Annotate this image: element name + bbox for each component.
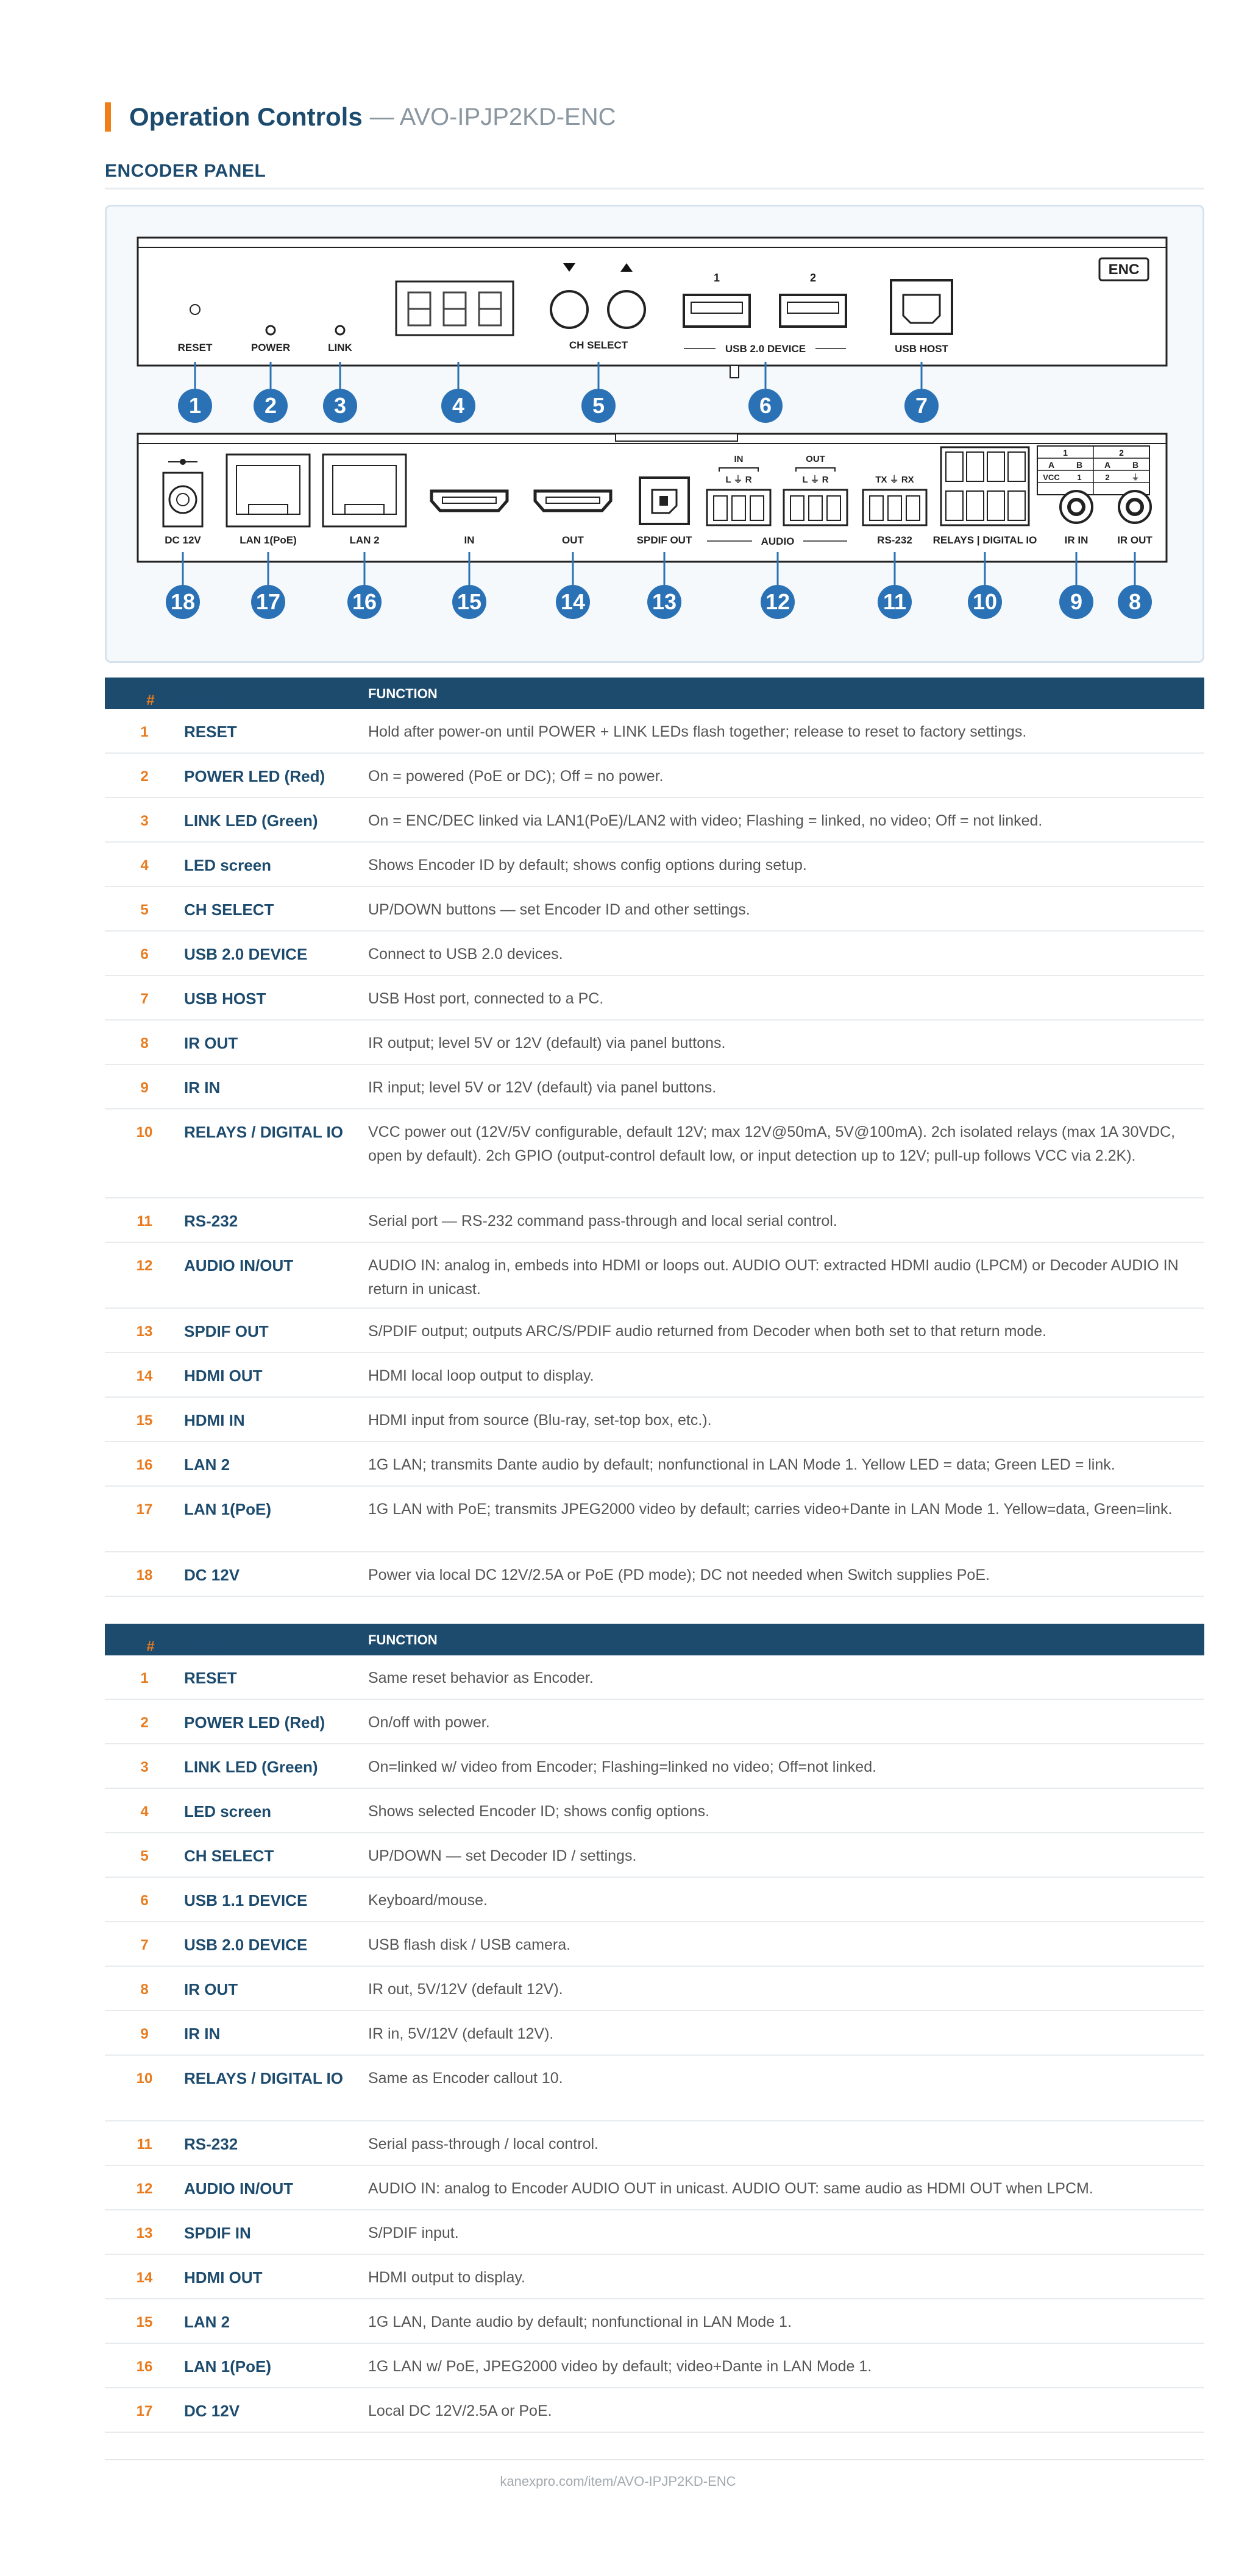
row-number: 16 (136, 2358, 153, 2375)
ir-label: IR IN (1064, 534, 1089, 546)
row-number: 8 (140, 1981, 149, 1998)
ch-down-button (551, 291, 588, 328)
table-header (105, 678, 1204, 709)
row-number: 5 (140, 1848, 149, 1864)
rs232-label: RS-232 (877, 534, 912, 546)
hdmi-port-tongue (546, 497, 600, 503)
usb-port-tongue (787, 302, 839, 313)
ch-up-button (608, 291, 645, 328)
callout-number: 7 (915, 393, 928, 418)
row-number: 7 (140, 1937, 149, 1953)
relay-pin (946, 452, 963, 481)
title-accent-bar (105, 102, 111, 132)
table-row (105, 932, 1204, 976)
spdif-lens (659, 496, 668, 506)
table-row (105, 2121, 1204, 2166)
reset-label: RESET (177, 342, 213, 353)
row-number: 9 (140, 1080, 149, 1096)
row-name: HDMI OUT (184, 2268, 263, 2287)
dc-polarity-dot (180, 459, 186, 465)
callout-number: 15 (456, 589, 482, 614)
row-name: HDMI OUT (184, 1367, 263, 1385)
rs232-pin-labels: TX ⏚ RX (875, 475, 914, 485)
row-name: LAN 1(PoE) (184, 2357, 271, 2376)
row-name: IR IN (184, 2025, 221, 2043)
callout-number: 6 (759, 393, 772, 418)
table-row (105, 1878, 1204, 1922)
row-name: USB 1.1 DEVICE (184, 1891, 308, 1909)
section-label: ENCODER PANEL (105, 161, 266, 181)
link-label: LINK (328, 342, 352, 353)
row-name: SPDIF IN (184, 2224, 251, 2242)
row-number: 11 (137, 1213, 152, 1230)
terminal-pin (732, 496, 745, 520)
row-function: Shows selected Encoder ID; shows config options. (368, 1803, 710, 1820)
row-function: IR input; level 5V or 12V (default) via panel buttons. (368, 1079, 717, 1096)
callout-number: 17 (255, 589, 281, 614)
table-row (105, 976, 1204, 1021)
table-row (105, 1065, 1204, 1109)
row-function: Local DC 12V/2.5A or PoE. (368, 2402, 552, 2419)
callout-number: 16 (352, 589, 377, 614)
power-label: POWER (250, 342, 291, 353)
relay-grid-cell: ⏚ (1131, 473, 1140, 482)
row-function: USB Host port, connected to a PC. (368, 990, 604, 1007)
row-function: S/PDIF output; outputs ARC/S/PDIF audio returned from Decoder when both set to that return mode. (368, 1323, 1047, 1340)
row-function: HDMI input from source (Blu-ray, set-top box, etc.). (368, 1412, 712, 1429)
callout-number: 10 (972, 589, 998, 614)
ch-select-label: CH SELECT (569, 339, 628, 351)
lan-label: LAN 1(PoE) (240, 534, 297, 546)
row-function: HDMI local loop output to display. (368, 1367, 594, 1384)
row-number: 3 (140, 1759, 149, 1775)
row-name: RS-232 (184, 1212, 238, 1230)
row-number: 4 (140, 857, 149, 874)
table-row (105, 2299, 1204, 2344)
row-number: 1 (140, 724, 149, 740)
table-row (105, 754, 1204, 798)
row-function: 1G LAN; transmits Dante audio by default; nonfunctional in LAN Mode 1. Yellow LED = data; Green LED = link. (368, 1456, 1115, 1473)
page-title (105, 102, 616, 132)
front-panel-body (138, 238, 1167, 366)
usb-port-number: 2 (809, 272, 817, 284)
row-name: IR IN (184, 1078, 221, 1097)
table-row (105, 1655, 1204, 1700)
relay-pin (987, 452, 1004, 481)
row-function: 1G LAN, Dante audio by default; nonfunctional in LAN Mode 1. (368, 2313, 792, 2330)
relay-pin (967, 491, 984, 520)
row-name: LINK LED (Green) (184, 812, 318, 830)
usb-host-label: USB HOST (895, 343, 948, 355)
usb-port-tongue (691, 302, 742, 313)
ir-label: IR OUT (1117, 534, 1153, 546)
row-number: 10 (136, 2070, 153, 2087)
lan-port-socket (333, 465, 396, 514)
terminal-pin (790, 496, 804, 520)
row-name: POWER LED (Red) (184, 1713, 325, 1732)
row-function: UP/DOWN — set Decoder ID / settings. (368, 1847, 637, 1864)
terminal-pin (750, 496, 764, 520)
row-number: 15 (136, 2314, 153, 2330)
terminal-pin (827, 496, 840, 520)
rear-panel-tab (616, 434, 737, 441)
row-name: CH SELECT (184, 1847, 274, 1865)
row-name: DC 12V (184, 1566, 240, 1584)
row-name: SPDIF OUT (184, 1322, 269, 1340)
table-row (105, 1353, 1204, 1398)
terminal-pin (714, 496, 727, 520)
hdmi-port-tongue (442, 497, 496, 503)
audio-direction-label: IN (734, 454, 744, 464)
table-row (105, 887, 1204, 932)
callout-number: 5 (592, 393, 605, 418)
row-function: AUDIO IN: analog to Encoder AUDIO OUT in unicast. AUDIO OUT: same audio as HDMI OUT when LPCM. (368, 2180, 1093, 2197)
lan-label: LAN 2 (349, 534, 380, 546)
callout-number: 2 (264, 393, 277, 418)
enc-badge: ENC (1108, 261, 1140, 278)
row-function: 1G LAN w/ PoE, JPEG2000 video by default; video+Dante in LAN Mode 1. (368, 2358, 872, 2375)
table-row (105, 1021, 1204, 1065)
row-number: 17 (136, 1501, 153, 1518)
table-row (105, 2388, 1204, 2433)
row-function: Same reset behavior as Encoder. (368, 1669, 594, 1686)
header-name: NAME (184, 690, 231, 708)
callout-number: 1 (188, 393, 202, 418)
row-number: 8 (140, 1035, 149, 1052)
ir-jack-inner (1128, 500, 1142, 514)
table-row (105, 1243, 1204, 1309)
row-function: 1G LAN with PoE; transmits JPEG2000 video by default; carries video+Dante in LAN Mode 1. Yellow=data, Green=link. (368, 1501, 1173, 1518)
usb-b-shape (903, 295, 940, 323)
row-number: 4 (140, 1803, 149, 1820)
row-name: POWER LED (Red) (184, 767, 325, 785)
row-name: LED screen (184, 1802, 272, 1821)
row-function: Hold after power-on until POWER + LINK LEDs flash together; release to reset to factory settings. (368, 723, 1027, 740)
row-function: Keyboard/mouse. (368, 1892, 488, 1909)
row-function: IR in, 5V/12V (default 12V). (368, 2025, 554, 2042)
row-function: UP/DOWN buttons — set Encoder ID and other settings. (368, 901, 750, 918)
row-function: Serial pass-through / local control. (368, 2135, 598, 2153)
title-main: Operation Controls (129, 102, 363, 131)
hdmi-label: OUT (562, 534, 584, 546)
callout-number: 3 (333, 393, 347, 418)
ir-jack-inner (1069, 500, 1084, 514)
panel-notch (730, 366, 739, 378)
row-function: Shows Encoder ID by default; shows config options during setup. (368, 857, 807, 874)
row-function: VCC power out (12V/5V configurable, default 12V; max 12V@50mA, 5V@100mA). 2ch isolated relays (max 1A 30VDC, open by default). 2ch GPIO (output-control default low, or input detection up to 12V; pull-up follows VCC via 2.2K). (368, 1123, 1176, 1164)
table-row (105, 2344, 1204, 2388)
audio-pin-labels: L ⏚ R (725, 475, 752, 485)
relay-grid-cell: B (1076, 460, 1083, 470)
table-row (105, 1744, 1204, 1789)
terminal-pin (888, 496, 901, 520)
relay-grid-cell: A (1048, 460, 1055, 470)
row-number: 1 (140, 1670, 149, 1686)
row-function: Connect to USB 2.0 devices. (368, 946, 563, 963)
table-row (105, 1309, 1204, 1353)
row-name: RELAYS / DIGITAL IO (184, 1123, 344, 1141)
row-function: On/off with power. (368, 1714, 490, 1731)
callout-number: 11 (883, 589, 907, 614)
row-name: RELAYS / DIGITAL IO (184, 2069, 344, 2087)
row-name: RESET (184, 1669, 237, 1687)
table-row (105, 1833, 1204, 1878)
table-header (105, 1624, 1204, 1655)
row-number: 5 (140, 902, 149, 918)
reset-hole (190, 305, 200, 314)
row-name: DC 12V (184, 2402, 240, 2420)
row-name: AUDIO IN/OUT (184, 2179, 294, 2198)
relay-grid-cell: VCC (1043, 473, 1060, 482)
row-function: On = powered (PoE or DC); Off = no power. (368, 768, 664, 785)
footer-divider (105, 2459, 1204, 2460)
row-name: LAN 2 (184, 1456, 230, 1474)
row-number: 9 (140, 2026, 149, 2042)
table-row (105, 1487, 1204, 1552)
spdif-label: SPDIF OUT (636, 534, 692, 546)
table-row (105, 1922, 1204, 1967)
table-row (105, 2166, 1204, 2210)
table-row (105, 2011, 1204, 2056)
relay-grid-cell: A (1104, 460, 1111, 470)
callout-number: 13 (652, 589, 677, 614)
relays-label: RELAYS | DIGITAL IO (932, 534, 1037, 546)
usb-device-label: USB 2.0 DEVICE (725, 343, 806, 355)
relay-pin (1008, 452, 1025, 481)
row-number: 2 (140, 768, 149, 785)
row-number: 6 (140, 946, 149, 963)
title-model: — AVO-IPJP2KD-ENC (369, 103, 616, 130)
row-function: Power via local DC 12V/2.5A or PoE (PD mode); DC not needed when Switch supplies PoE. (368, 1566, 990, 1583)
row-function: On = ENC/DEC linked via LAN1(PoE)/LAN2 with video; Flashing = linked, no video; Off = not linked. (368, 812, 1043, 829)
callout-number: 9 (1070, 589, 1083, 614)
row-number: 11 (137, 2136, 152, 2153)
row-number: 15 (136, 1412, 153, 1429)
encoder-panel-illustration (105, 205, 1204, 663)
row-function: IR output; level 5V or 12V (default) via panel buttons. (368, 1035, 726, 1052)
row-name: LINK LED (Green) (184, 1758, 318, 1776)
row-name: CH SELECT (184, 901, 274, 919)
row-name: USB 2.0 DEVICE (184, 1936, 308, 1954)
power-led (266, 326, 275, 334)
relay-pin (967, 452, 984, 481)
row-number: 13 (136, 1323, 153, 1340)
table-row (105, 1398, 1204, 1442)
usb-port-number: 1 (713, 272, 720, 284)
row-name: IR OUT (184, 1034, 238, 1052)
terminal-pin (906, 496, 920, 520)
row-function: USB flash disk / USB camera. (368, 1936, 571, 1953)
header-function: FUNCTION (368, 1632, 438, 1647)
table-row (105, 1109, 1204, 1198)
row-function: On=linked w/ video from Encoder; Flashing=linked no video; Off=not linked. (368, 1758, 877, 1775)
row-function: HDMI output to display. (368, 2269, 525, 2286)
table-row (105, 1700, 1204, 1744)
link-led (336, 326, 344, 334)
relay-grid-cell: 1 (1077, 473, 1082, 482)
row-name: RESET (184, 723, 237, 741)
section-divider (105, 188, 1204, 189)
callout-number: 12 (765, 589, 790, 614)
footer-url[interactable]: kanexpro.com/item/AVO-IPJP2KD-ENC (500, 2474, 736, 2489)
encoder-function-table (105, 678, 1204, 1597)
table-row (105, 2210, 1204, 2255)
table-row (105, 2255, 1204, 2299)
table-row (105, 1552, 1204, 1597)
table-row (105, 1198, 1204, 1243)
row-function: Same as Encoder callout 10. (368, 2070, 563, 2087)
row-number: 14 (136, 1368, 153, 1384)
relay-pin (987, 491, 1004, 520)
table-row (105, 1442, 1204, 1487)
table-row (105, 1967, 1204, 2011)
dc-label: DC 12V (165, 534, 201, 546)
row-name: USB 2.0 DEVICE (184, 945, 308, 963)
lan-port-socket (236, 465, 300, 514)
relay-grid-cell: 2 (1105, 473, 1110, 482)
row-number: 12 (136, 1258, 153, 1274)
table-row (105, 2056, 1204, 2121)
row-function: IR out, 5V/12V (default 12V). (368, 1981, 563, 1998)
row-name: IR OUT (184, 1980, 238, 1998)
row-name: AUDIO IN/OUT (184, 1256, 294, 1275)
relay-grid-cell: 2 (1119, 448, 1124, 458)
header-function: FUNCTION (368, 685, 438, 701)
row-name: LED screen (184, 856, 272, 874)
callout-number: 18 (170, 589, 196, 614)
callout-number: 14 (560, 589, 586, 614)
row-number: 2 (140, 1714, 149, 1731)
table-row (105, 798, 1204, 843)
row-name: RS-232 (184, 2135, 238, 2153)
header-name: NAME (184, 1636, 231, 1654)
row-name: HDMI IN (184, 1411, 245, 1429)
row-number: 18 (136, 1567, 153, 1583)
dc-jack-pin (177, 494, 189, 506)
row-function: Serial port — RS-232 command pass-through and local serial control. (368, 1212, 837, 1230)
row-number: 10 (136, 1124, 153, 1141)
relay-pin (946, 491, 963, 520)
header-num: # (146, 1638, 155, 1655)
row-number: 7 (140, 991, 149, 1007)
row-number: 3 (140, 813, 149, 829)
row-number: 14 (136, 2270, 153, 2286)
audio-pin-labels: L ⏚ R (802, 475, 829, 485)
row-number: 6 (140, 1892, 149, 1909)
hdmi-label: IN (464, 534, 475, 546)
row-name: LAN 2 (184, 2313, 230, 2331)
row-name: USB HOST (184, 989, 266, 1008)
row-number: 16 (136, 1457, 153, 1473)
table-row (105, 709, 1204, 754)
relay-grid-cell: B (1132, 460, 1139, 470)
row-name: LAN 1(PoE) (184, 1500, 271, 1518)
header-num: # (146, 692, 155, 709)
callout-number: 8 (1128, 589, 1142, 614)
row-function: S/PDIF input. (368, 2224, 459, 2242)
relay-grid-cell: 1 (1063, 448, 1068, 458)
audio-direction-label: OUT (806, 454, 825, 464)
table-row (105, 843, 1204, 887)
row-function: AUDIO IN: analog in, embeds into HDMI or loops out. AUDIO OUT: extracted HDMI audio (LPCM) or Decoder AUDIO IN return in unicast. (368, 1257, 1179, 1298)
terminal-pin (809, 496, 822, 520)
audio-label: AUDIO (761, 536, 795, 547)
table-row (105, 1789, 1204, 1833)
callout-number: 4 (452, 393, 465, 418)
row-number: 17 (136, 2403, 153, 2419)
relay-pin (1008, 491, 1025, 520)
decoder-function-table (105, 1624, 1204, 2433)
row-number: 12 (136, 2181, 153, 2197)
terminal-pin (870, 496, 883, 520)
row-number: 13 (136, 2225, 153, 2242)
